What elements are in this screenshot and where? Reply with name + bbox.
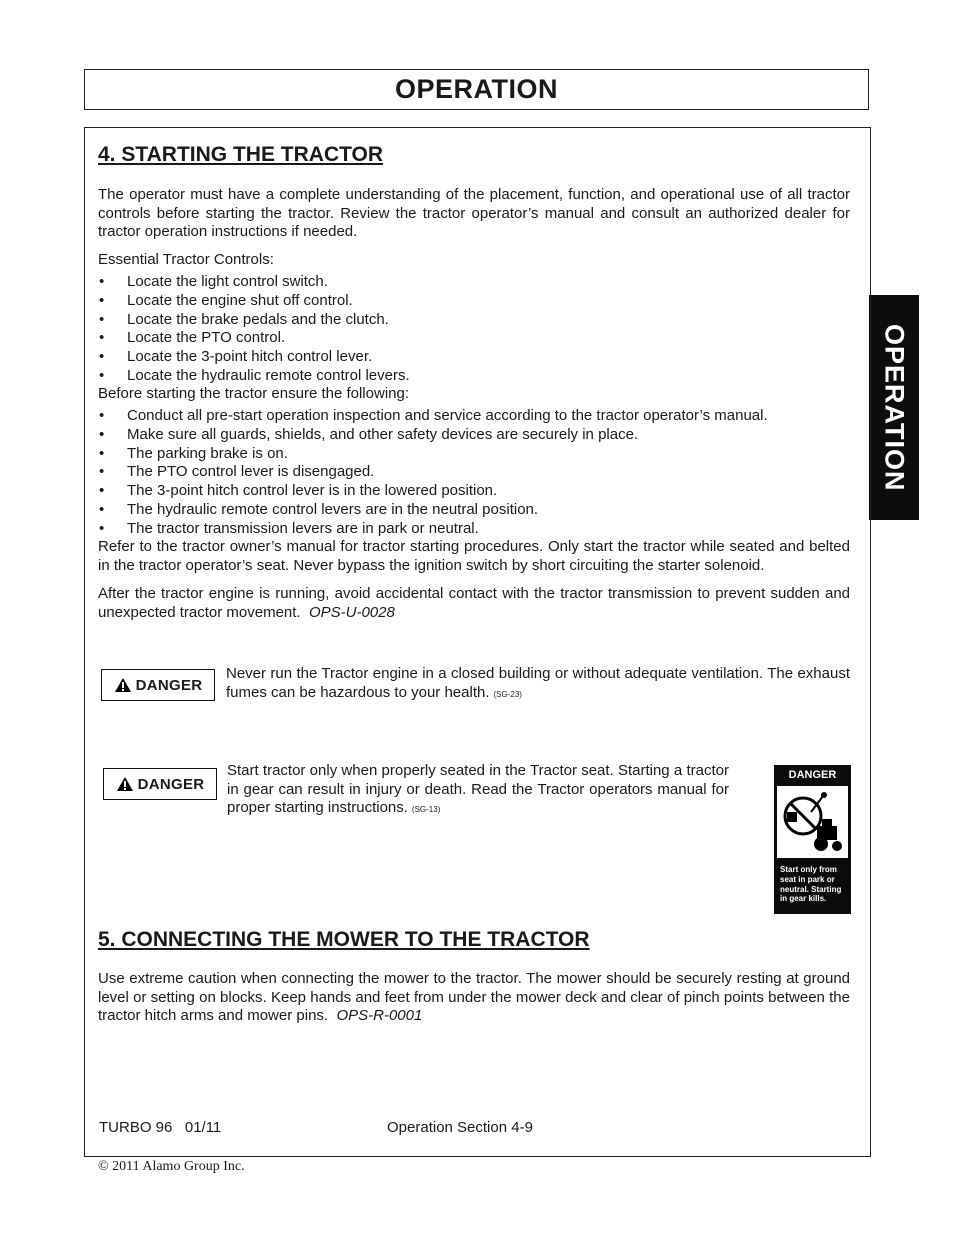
copyright-notice: © 2011 Alamo Group Inc. xyxy=(98,1159,245,1174)
prestart-checklist xyxy=(98,407,850,539)
danger-badge: DANGER xyxy=(103,768,217,800)
before-start-label: Before starting the tractor ensure the following: xyxy=(98,385,410,402)
list-item: • The PTO control lever is disengaged. xyxy=(99,463,375,481)
list-item: • Conduct all pre-start operation inspection and service according to the tractor operator’s manual. xyxy=(99,407,768,424)
list-item: • Locate the 3-point hitch control lever. xyxy=(99,348,373,366)
warning-triangle-icon xyxy=(116,776,134,792)
starting-procedures-text: Refer to the tractor owner’s manual for tractor starting procedures. Only start the tractor while seated and belted in the tractor operator’s seat. Never bypass the ignition switch by short circuiting the starter solenoid. xyxy=(98,538,850,574)
section-4-intro: The operator must have a complete understanding of the placement, function, and operational use of all tractor controls before starting the tractor. Review the tractor operator’s manual and consult an authorized dealer for tractor operation instructions if needed. xyxy=(98,186,850,241)
list-item: • Locate the engine shut off control. xyxy=(99,291,353,309)
reference-code: (SG-23) xyxy=(493,689,522,699)
list-item: • Locate the hydraulic remote control levers. xyxy=(99,366,410,384)
list-item: • Locate the brake pedals and the clutch. xyxy=(99,310,389,328)
danger-badge: DANGER xyxy=(101,669,215,701)
list-item: • The 3-point hitch control lever is in the lowered position. xyxy=(99,482,498,500)
section-side-tab xyxy=(869,295,919,520)
list-item: • The tractor transmission levers are in park or neutral. xyxy=(99,519,479,537)
list-item: • Locate the light control switch. xyxy=(99,273,328,290)
decal-text: Start only from seat in park or neutral. Starting in gear kills. xyxy=(780,865,842,904)
danger-message-ventilation: Never run the Tractor engine in a closed building or without adequate ventilation. The exhaust fumes can be hazardous to your health. (SG-23) xyxy=(226,665,850,701)
reference-code: OPS-R-0001 xyxy=(336,1007,423,1025)
reference-code: OPS-U-0028 xyxy=(308,603,395,621)
reference-code: (SG-13) xyxy=(411,805,441,815)
list-item: • The parking brake is on. xyxy=(99,444,288,462)
list-item: • The hydraulic remote control levers are in the neutral position. xyxy=(99,500,539,518)
after-running-paragraph: After the tractor engine is running, avoid accidental contact with the tractor transmission to prevent sudden and unexpected tractor movement. OPS-U-0028 xyxy=(98,585,850,621)
section-4-heading: 4. STARTING THE TRACTOR xyxy=(98,143,384,166)
controls-list xyxy=(98,273,850,386)
decal-title: DANGER xyxy=(788,769,837,781)
tractor-hazard-icon xyxy=(777,786,848,858)
page-title: OPERATION xyxy=(394,74,558,104)
section-5-heading: 5. CONNECTING THE MOWER TO THE TRACTOR xyxy=(98,928,590,951)
controls-label: Essential Tractor Controls: xyxy=(98,251,274,268)
safety-decal xyxy=(774,765,851,914)
decal-pictogram xyxy=(777,786,848,858)
warning-triangle-icon xyxy=(114,677,132,693)
footer-model-date: TURBO 96 01/11 xyxy=(99,1119,222,1136)
list-item: • Locate the PTO control. xyxy=(99,329,286,347)
section-5-paragraph: Use extreme caution when connecting the mower to the tractor. The mower should be securely resting at ground level or setting on blocks. Keep hands and feet from under the mower deck and clear of pinch points between the tractor hitch arms and mower pins. OPS-R-0001 xyxy=(98,970,850,1025)
page-header xyxy=(84,69,869,110)
footer-page-number: Operation Section 4-9 xyxy=(387,1119,533,1136)
side-tab-label: OPERATION xyxy=(879,323,910,492)
danger-message-seated-start: Start tractor only when properly seated in the Tractor seat. Starting a tractor in gear can result in injury or death. Read the Tractor operators manual for proper starting instructions. (SG-13) xyxy=(227,762,729,817)
list-item: • Make sure all guards, shields, and other safety devices are securely in place. xyxy=(99,425,639,443)
